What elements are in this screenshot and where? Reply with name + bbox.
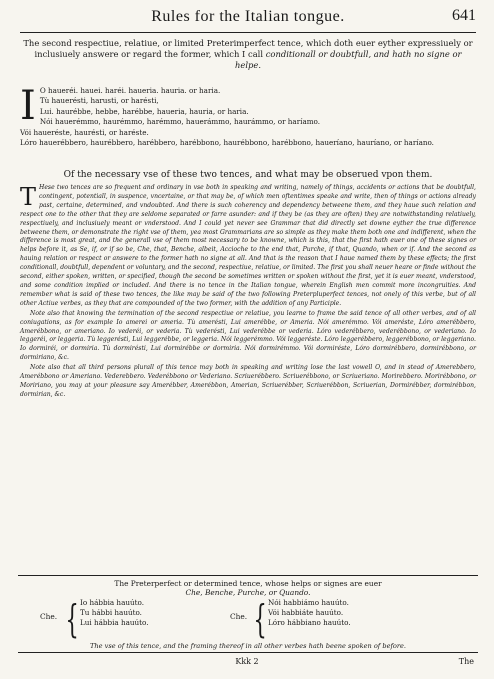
catchword: The (458, 657, 474, 666)
running-head (20, 6, 476, 33)
box-grid (18, 598, 478, 642)
lead-text: The second respectiue, relatiue, or limited Preterimperfect tence, which doth euer eyther expressiuely or inclusiuely answere or regard the former, which I call (23, 38, 473, 59)
conjugation-line: Lóro hauerébbero, haurébbero, harébbero, harébbono, haurébbono, harébbono, haueríano, hauríano, or haríano. (20, 138, 434, 148)
page-number: 641 (452, 7, 476, 24)
box-title: The Preterperfect or determined tence, whose helps or signes are euer (114, 579, 382, 588)
body-paragraph-text: Hese two tences are so frequent and ordinary in vse both in speaking and writing, namely of things, accidents or actions that be doubtfull, contingent, potentiall, in suspence, vncertaine, or that may be, of which men oftentimes speake and write, then of things or actions already past, certaine, determined, and vndoubted. And there is such coherency and dependency betweene them, and they haue such relation and respect one to the other that they are seldome separated or farre asunder: and if they be (as they are often) they are notwithstanding relatiuely, respectiuely, and inclusiuely meant or vnderstood. And I could yet never see Grammar that did directly set downe eyther the true difference betweene them, or demonstrate the right vse of them, yea most Grammarians are so simple as they make them both one and indifferent, when the difference is most great, and the generall vse of them most necessary to be knowne, which is this, that the first hath euer one of these signes or helps before it, as Se, if, or if so be, Che, that, Benche, albeit, Accioche to the end that, Purche, if that, Quando, when or if. And the second as hauing relation or respect or answere to the former hath no signe at all. And that is the reason that I haue named them by these effects; the first conditionall, doubtfull, dependent or voluntary, and the second, respectiue, relatiue, or limited. The first you shall neuer heare or finde without the second, either spoken, written, or specified, though the second be sometimes written or spoken without the first, yet it is euer meant, vnderstood, and some condition implied or included. And there is no tence in the Italian tongue, wherein English men commit more incongruities. And remember what is said of these two tences, the like may be said of the two following Preterpluperfect tences, not onely of this verbe, but of all other Actiue verbes, as they that are compounded of the two former, with the addition of any Participle. (20, 184, 476, 307)
signature-mark: Kkk 2 (235, 657, 259, 666)
conjugation-line: Vói haueréste, haurésti, or haréste. (20, 127, 149, 137)
box-left-column (80, 598, 149, 628)
box-right-line: Nói habbiámo hauúto. (268, 598, 349, 607)
box-left-line: Tu hábbi hauúto. (80, 608, 142, 617)
box-right-column (268, 598, 351, 628)
conjugation-line: Lui. haurébbe, hebbe, harébbe, haueria, hauria, or haria. (39, 106, 249, 116)
conjugation-box (18, 575, 478, 653)
body-dropcap: T (20, 183, 37, 211)
box-subtitle: Che, Benche, Purche, or Quando. (185, 588, 311, 597)
box-left-line: Lui hábbia hauúto. (80, 618, 149, 627)
conjugation-line: Tù hauerésti, harusti, or harésti, (39, 96, 159, 106)
section-heading: Of the necessary vse of these two tences, and what may be obserued vpon them. (63, 170, 433, 180)
right-brace-icon: { (253, 597, 267, 641)
left-brace-icon: { (65, 597, 79, 641)
box-right-line: Vói habbiáte hauúto. (268, 608, 344, 617)
box-left-line: Io hábbia hauúto. (80, 598, 144, 607)
conjugation-dropcap: I (20, 83, 36, 129)
box-right-line: Lóro hábbiano hauúto. (268, 618, 351, 627)
body-text (20, 184, 476, 401)
conjugation-line: Nói hauerémmo, haurémmo, harémmo, hauerámmo, haurámmo, or haríamo. (39, 117, 321, 127)
conjugation-table (20, 83, 474, 148)
body-paragraph: Note also that knowing the termination of the second respectiue or relatiue, you learne to frame the said tence of all other verbes, and of all coniugations, as for example Io amerei or ameria. Tù amerésti, Lui amerébbe, or Ameria. Nói amerémmo. Vói ameréste, Lóro amerébbero, Amerébbono, or ameriano. Io vederéi, or vederia. Tù vederésti, Lui vederébbe or vederia. Lóro vederébbero, vederébbono, or vederiano. Io leggeréi, or leggeria. Tù leggerésti, Lui leggerébbe, or leggeria. Nói leggerémmo. Vói leggeréste. Lóro leggerébbero, leggerébbono, or leggeriano. Io dormiréi, or dormiria. Tù dormirésti, Lui dormirébbe or dormiria. Nói dormirémmo. Vói dormiréste, Lóro dormirébbero, dormirébbono, or dormiriano, &c. (20, 309, 476, 362)
running-title: Rules for the Italian tongue. (151, 8, 345, 25)
conjugation-line: O haueréi. hauei. haréi. haueria. hauria. or haria. (39, 86, 221, 95)
che-label-right: Che. (230, 612, 248, 621)
body-paragraph: Note also that all third persons plurall of this tence may both in speaking and writing lose the last vowell O, and in stead of Amerebbero, Amerébbono or Ameriano. Vederebbero. Vederébbono or Vederiano. Scriuerébbero. Scriuerébbono, or Scriueriano. Morirebbero. Morirébbono, or Moririano, you may at your pleasure say Amerébber, Amerébbon, Amerian, Scriuerébber, Scriuerébbon, Scriuerian, Dormirébber, dormirébbon, dormirian, &c. (20, 364, 476, 398)
che-label-left: Che. (40, 612, 58, 621)
lead-emphasis: conditionall or doubtfull, and hath no signe or helpe. (234, 49, 462, 70)
box-footnote: The vse of this tence, and the framing thereof in all other verbes hath beene spoken of before. (89, 642, 407, 650)
body-paragraph (20, 184, 476, 309)
lead-paragraph (22, 38, 474, 71)
